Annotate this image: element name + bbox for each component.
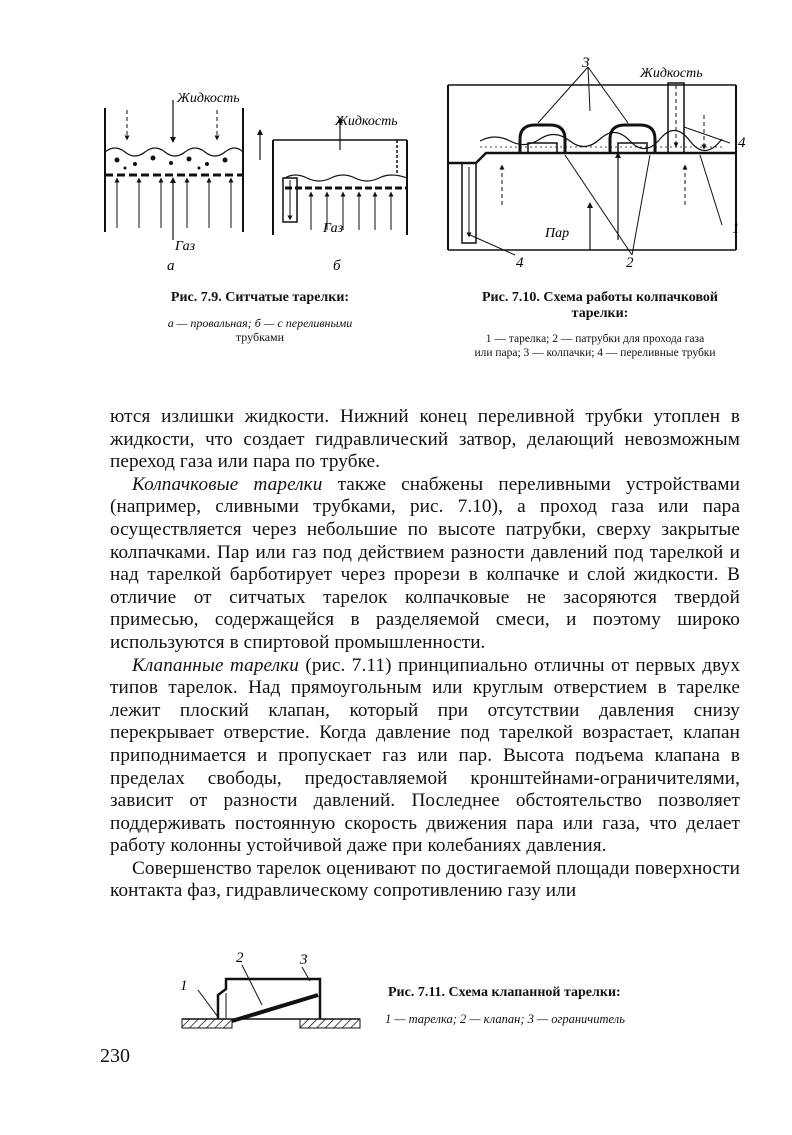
paragraph-3: Клапанные тарелки (рис. 7.11) принципиально отличны от первых двух типов тарелок. Над прямоугольным или круглым отверстием в тарелке лежит плоский клапан, который при отсутствии давления снизу перекрывает отверстие. Когда давление под тарелкой возрастает, клапан приподнимается и пропускает газ или пар. Высота подъема клапана в пределах свободы, предоставляемой кронштейнами-ограничителями, зависит от разности давлений. Последнее обстоятельство позволяет поддерживать постоянную скорость движения пара или газа, что делает работу колонны устойчивой даже при колебаниях давления. — [110, 654, 741, 857]
paragraph-1: ются излишки жидкости. Нижний конец переливной трубки утоплен в жидкости, что создает гидравлический затвор, делающий невозможным переход газа или пара по трубке. — [110, 406, 740, 473]
fig711-label-num3: 3 — [300, 952, 308, 968]
figure-7-9-title: Рис. 7.9. Ситчатые тарелки: — [170, 290, 350, 305]
panel-b-column — [260, 120, 407, 235]
term-bubble-cap-trays: Колпачковые тарелки — [132, 473, 323, 495]
fig79-label-liquid-left: Жидкость — [177, 91, 240, 106]
figure-7-9-caption-line1: а — провальная; б — с переливными — [167, 316, 353, 330]
figure-7-9-drawing — [95, 80, 425, 280]
figure-7-11-drawing — [170, 945, 370, 1040]
figure-7-10-title-line2: тарелки: — [571, 306, 629, 321]
term-valve-trays: Клапанные тарелки — [132, 654, 299, 676]
fig710-label-liquid: Жидкость — [640, 66, 703, 81]
fig79-panel-a: а — [167, 258, 175, 274]
figure-7-11-caption: 1 — тарелка; 2 — клапан; 3 — ограничитель — [385, 1012, 625, 1026]
figure-7-11-title: Рис. 7.11. Схема клапанной тарелки: — [388, 985, 621, 1000]
figure-7-10-drawing — [440, 55, 760, 270]
body-text — [110, 406, 740, 903]
fig79-label-gas-right: Газ — [323, 221, 344, 236]
page-number: 230 — [100, 1045, 130, 1067]
figure-7-10-caption-line1: 1 — тарелка; 2 — патрубки для прохода газа — [485, 333, 705, 345]
figure-7-10-caption-line2: или пара; 3 — колпачки; 4 — переливные трубки — [474, 347, 716, 359]
fig710-label-num2: 2 — [626, 255, 634, 270]
paragraph-2: Колпачковые тарелки также снабжены переливными устройствами (например, сливными трубками, рис. 7.10), а проход газа или пара осуществляется через небольшие по высоте патрубки, сверху закрытые колпачками. Пар или газ под действием разности давлений под тарелкой и над тарелкой барботирует через прорези в колпачке и слой жидкости. В отличие от ситчатых тарелок колпачковые не засоряются твердой примесью, содержащейся в разделяемой смеси, и поэтому широко используются в спиртовой промышленности. — [110, 473, 740, 653]
fig79-panel-b: б — [333, 258, 341, 274]
fig710-label-num1: 1 — [732, 221, 740, 237]
fig711-label-num1: 1 — [180, 978, 188, 994]
figure-7-10-title-line1: Рис. 7.10. Схема работы колпачковой — [482, 290, 718, 305]
fig710-label-num4-right: 4 — [738, 135, 746, 151]
fig711-label-num2: 2 — [236, 950, 244, 966]
fig710-label-num4-bottom: 4 — [516, 255, 524, 270]
fig79-label-liquid-right: Жидкость — [335, 114, 398, 129]
fig710-label-steam: Пар — [545, 226, 570, 241]
fig710-label-num3: 3 — [582, 55, 590, 71]
figure-7-9-caption-line2: трубками — [235, 330, 285, 344]
fig79-label-gas-left: Газ — [175, 239, 196, 254]
paragraph-4: Совершенство тарелок оценивают по достигаемой площади поверхности контакта фаз, гидравлическому сопротивлению газу или — [110, 857, 740, 902]
panel-a-column — [105, 100, 243, 240]
